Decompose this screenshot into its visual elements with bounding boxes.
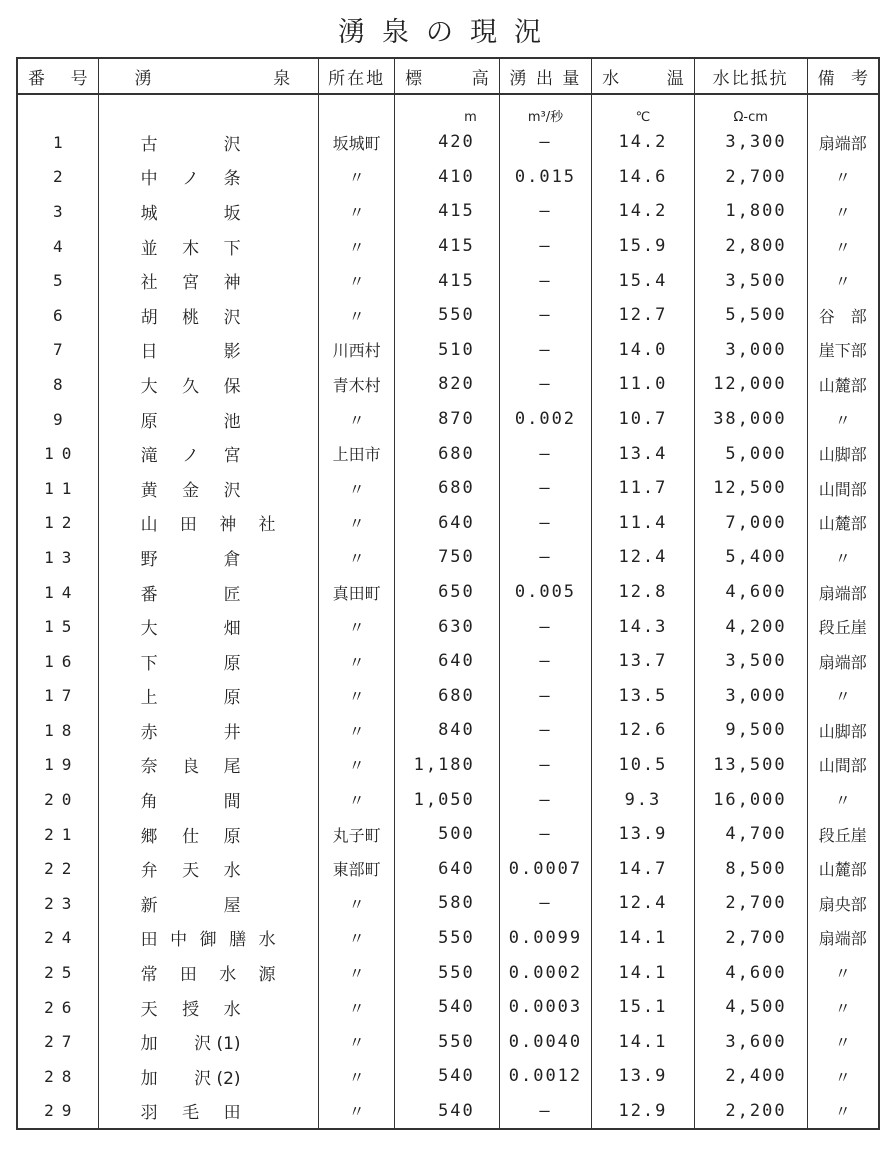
- unit-resistivity: Ω-cm: [694, 94, 807, 125]
- water-temp: 15.9: [592, 229, 695, 264]
- resistivity: 4,600: [694, 575, 807, 610]
- units-row: [17, 94, 879, 125]
- note: 〃: [807, 229, 879, 264]
- row-number: 20: [17, 782, 98, 817]
- note: 山間部: [807, 471, 879, 506]
- row-number: 1: [17, 125, 98, 160]
- altitude: 680: [395, 679, 500, 714]
- resistivity: 2,700: [694, 160, 807, 195]
- row-number: 27: [17, 1024, 98, 1059]
- altitude: 550: [395, 955, 500, 990]
- flow-rate: —: [499, 367, 591, 402]
- unit-flow: m³/秒: [499, 94, 591, 125]
- spring-name: 加 沢 (2): [98, 1059, 319, 1094]
- row-number: 9: [17, 402, 98, 437]
- flow-rate: —: [499, 471, 591, 506]
- row-number: 17: [17, 679, 98, 714]
- table-row: [17, 609, 879, 644]
- header-flow: 湧 出 量: [499, 58, 591, 94]
- water-temp: 14.2: [592, 125, 695, 160]
- altitude: 630: [395, 609, 500, 644]
- altitude: 680: [395, 471, 500, 506]
- page-title: 湧泉の現況: [338, 17, 558, 48]
- row-number: 13: [17, 540, 98, 575]
- row-number: 4: [17, 229, 98, 264]
- header-note: 備 考: [807, 58, 879, 94]
- location: 〃: [319, 609, 395, 644]
- altitude: 820: [395, 367, 500, 402]
- spring-name: 下 原: [98, 644, 319, 679]
- location: 川西村: [319, 333, 395, 368]
- note: 扇端部: [807, 575, 879, 610]
- spring-name: 田 中 御 膳 水: [98, 921, 319, 956]
- altitude: 550: [395, 298, 500, 333]
- flow-rate: 0.015: [499, 160, 591, 195]
- resistivity: 1,800: [694, 194, 807, 229]
- flow-rate: —: [499, 886, 591, 921]
- table-row: [17, 886, 879, 921]
- flow-rate: 0.0012: [499, 1059, 591, 1094]
- location: 〃: [319, 402, 395, 437]
- flow-rate: —: [499, 298, 591, 333]
- resistivity: 38,000: [694, 402, 807, 437]
- table-row: [17, 298, 879, 333]
- flow-rate: —: [499, 263, 591, 298]
- note: 〃: [807, 540, 879, 575]
- spring-name: 赤 井: [98, 713, 319, 748]
- row-number: 23: [17, 886, 98, 921]
- table-row: [17, 194, 879, 229]
- altitude: 650: [395, 575, 500, 610]
- header-name: 湧 泉: [98, 58, 319, 94]
- water-temp: 12.7: [592, 298, 695, 333]
- location: 〃: [319, 955, 395, 990]
- resistivity: 9,500: [694, 713, 807, 748]
- resistivity: 5,500: [694, 298, 807, 333]
- resistivity: 2,700: [694, 886, 807, 921]
- location: 坂城町: [319, 125, 395, 160]
- altitude: 550: [395, 1024, 500, 1059]
- location: 〃: [319, 990, 395, 1025]
- location: 〃: [319, 679, 395, 714]
- flow-rate: 0.002: [499, 402, 591, 437]
- location: 〃: [319, 298, 395, 333]
- location: 青木村: [319, 367, 395, 402]
- altitude: 640: [395, 851, 500, 886]
- resistivity: 4,500: [694, 990, 807, 1025]
- location: 〃: [319, 1094, 395, 1130]
- spring-name: 角 間: [98, 782, 319, 817]
- table-row: [17, 1059, 879, 1094]
- water-temp: 12.9: [592, 1094, 695, 1130]
- location: 〃: [319, 886, 395, 921]
- table-row: [17, 644, 879, 679]
- row-number: 19: [17, 748, 98, 783]
- resistivity: 3,600: [694, 1024, 807, 1059]
- table-row: [17, 229, 879, 264]
- resistivity: 3,500: [694, 263, 807, 298]
- note: 〃: [807, 1059, 879, 1094]
- water-temp: 13.7: [592, 644, 695, 679]
- table-row: [17, 540, 879, 575]
- flow-rate: 0.0040: [499, 1024, 591, 1059]
- location: 〃: [319, 713, 395, 748]
- note: 〃: [807, 782, 879, 817]
- flow-rate: 0.0099: [499, 921, 591, 956]
- row-number: 29: [17, 1094, 98, 1130]
- row-number: 7: [17, 333, 98, 368]
- flow-rate: —: [499, 609, 591, 644]
- water-temp: 11.0: [592, 367, 695, 402]
- note: 〃: [807, 160, 879, 195]
- row-number: 26: [17, 990, 98, 1025]
- altitude: 540: [395, 1059, 500, 1094]
- table-row: [17, 506, 879, 541]
- altitude: 415: [395, 194, 500, 229]
- flow-rate: 0.0003: [499, 990, 591, 1025]
- note: 〃: [807, 679, 879, 714]
- altitude: 550: [395, 921, 500, 956]
- spring-name: 常 田 水 源: [98, 955, 319, 990]
- spring-name: 弁 天 水: [98, 851, 319, 886]
- location: 〃: [319, 263, 395, 298]
- header-location: 所在地: [319, 58, 395, 94]
- spring-table: [16, 57, 880, 1130]
- flow-rate: —: [499, 782, 591, 817]
- spring-name: 城 坂: [98, 194, 319, 229]
- row-number: 25: [17, 955, 98, 990]
- altitude: 580: [395, 886, 500, 921]
- altitude: 1,050: [395, 782, 500, 817]
- spring-name: 日 影: [98, 333, 319, 368]
- row-number: 22: [17, 851, 98, 886]
- spring-name: 奈 良 尾: [98, 748, 319, 783]
- water-temp: 13.9: [592, 1059, 695, 1094]
- flow-rate: 0.0007: [499, 851, 591, 886]
- location: 〃: [319, 644, 395, 679]
- spring-name: 山 田 神 社: [98, 506, 319, 541]
- spring-name: 胡 桃 沢: [98, 298, 319, 333]
- spring-name: 中 ノ 条: [98, 160, 319, 195]
- flow-rate: —: [499, 1094, 591, 1130]
- note: 谷 部: [807, 298, 879, 333]
- water-temp: 14.3: [592, 609, 695, 644]
- location: 〃: [319, 921, 395, 956]
- spring-name: 加 沢 (1): [98, 1024, 319, 1059]
- table-row: [17, 817, 879, 852]
- table-row: [17, 748, 879, 783]
- altitude: 410: [395, 160, 500, 195]
- unit-altitude: m: [395, 94, 500, 125]
- water-temp: 9.3: [592, 782, 695, 817]
- spring-name: 新 屋: [98, 886, 319, 921]
- note: 崖下部: [807, 333, 879, 368]
- water-temp: 14.7: [592, 851, 695, 886]
- location: 〃: [319, 229, 395, 264]
- resistivity: 12,000: [694, 367, 807, 402]
- flow-rate: —: [499, 333, 591, 368]
- table-row: [17, 990, 879, 1025]
- water-temp: 15.1: [592, 990, 695, 1025]
- resistivity: 4,700: [694, 817, 807, 852]
- spring-name: 番 匠: [98, 575, 319, 610]
- row-number: 2: [17, 160, 98, 195]
- table-row: [17, 1094, 879, 1130]
- note: 山麓部: [807, 367, 879, 402]
- altitude: 415: [395, 263, 500, 298]
- resistivity: 2,800: [694, 229, 807, 264]
- spring-name: 並 木 下: [98, 229, 319, 264]
- spring-name: 社 宮 神: [98, 263, 319, 298]
- row-number: 14: [17, 575, 98, 610]
- note: 扇端部: [807, 125, 879, 160]
- resistivity: 7,000: [694, 506, 807, 541]
- flow-rate: —: [499, 748, 591, 783]
- row-number: 12: [17, 506, 98, 541]
- header-temp: 水 温: [592, 58, 695, 94]
- resistivity: 4,600: [694, 955, 807, 990]
- note: 〃: [807, 990, 879, 1025]
- location: 〃: [319, 782, 395, 817]
- altitude: 540: [395, 1094, 500, 1130]
- row-number: 5: [17, 263, 98, 298]
- row-number: 10: [17, 436, 98, 471]
- spring-name: 滝 ノ 宮: [98, 436, 319, 471]
- location: 丸子町: [319, 817, 395, 852]
- table-row: [17, 713, 879, 748]
- water-temp: 12.6: [592, 713, 695, 748]
- water-temp: 10.7: [592, 402, 695, 437]
- altitude: 1,180: [395, 748, 500, 783]
- flow-rate: —: [499, 713, 591, 748]
- table-row: [17, 160, 879, 195]
- flow-rate: 0.0002: [499, 955, 591, 990]
- flow-rate: —: [499, 540, 591, 575]
- water-temp: 14.2: [592, 194, 695, 229]
- spring-name: 野 倉: [98, 540, 319, 575]
- note: 山麓部: [807, 851, 879, 886]
- water-temp: 11.4: [592, 506, 695, 541]
- spring-name: 大 畑: [98, 609, 319, 644]
- table-row: [17, 851, 879, 886]
- water-temp: 10.5: [592, 748, 695, 783]
- table-row: [17, 333, 879, 368]
- location: 〃: [319, 1024, 395, 1059]
- water-temp: 14.1: [592, 921, 695, 956]
- resistivity: 16,000: [694, 782, 807, 817]
- altitude: 840: [395, 713, 500, 748]
- water-temp: 14.1: [592, 1024, 695, 1059]
- note: 扇央部: [807, 886, 879, 921]
- note: 山麓部: [807, 506, 879, 541]
- water-temp: 13.4: [592, 436, 695, 471]
- location: 〃: [319, 194, 395, 229]
- altitude: 680: [395, 436, 500, 471]
- note: 段丘崖: [807, 817, 879, 852]
- flow-rate: 0.005: [499, 575, 591, 610]
- location: 〃: [319, 160, 395, 195]
- altitude: 540: [395, 990, 500, 1025]
- altitude: 750: [395, 540, 500, 575]
- water-temp: 14.6: [592, 160, 695, 195]
- resistivity: 12,500: [694, 471, 807, 506]
- water-temp: 13.9: [592, 817, 695, 852]
- spring-name: 天 授 水: [98, 990, 319, 1025]
- table-row: [17, 575, 879, 610]
- table-row: [17, 367, 879, 402]
- table-row: [17, 125, 879, 160]
- location: 東部町: [319, 851, 395, 886]
- altitude: 640: [395, 644, 500, 679]
- resistivity: 3,000: [694, 333, 807, 368]
- table-row: [17, 782, 879, 817]
- row-number: 16: [17, 644, 98, 679]
- row-number: 11: [17, 471, 98, 506]
- flow-rate: —: [499, 125, 591, 160]
- flow-rate: —: [499, 644, 591, 679]
- row-number: 6: [17, 298, 98, 333]
- header-altitude: 標 高: [395, 58, 500, 94]
- altitude: 415: [395, 229, 500, 264]
- resistivity: 3,300: [694, 125, 807, 160]
- row-number: 21: [17, 817, 98, 852]
- location: 〃: [319, 540, 395, 575]
- resistivity: 3,500: [694, 644, 807, 679]
- water-temp: 11.7: [592, 471, 695, 506]
- location: 真田町: [319, 575, 395, 610]
- table-row: [17, 955, 879, 990]
- note: 山間部: [807, 748, 879, 783]
- header-no: 番 号: [17, 58, 98, 94]
- spring-name: 大 久 保: [98, 367, 319, 402]
- spring-name: 郷 仕 原: [98, 817, 319, 852]
- spring-name: 黄 金 沢: [98, 471, 319, 506]
- water-temp: 14.0: [592, 333, 695, 368]
- note: 段丘崖: [807, 609, 879, 644]
- spring-name: 原 池: [98, 402, 319, 437]
- row-number: 24: [17, 921, 98, 956]
- row-number: 15: [17, 609, 98, 644]
- flow-rate: —: [499, 506, 591, 541]
- water-temp: 15.4: [592, 263, 695, 298]
- spring-name: 上 原: [98, 679, 319, 714]
- unit-temp: ℃: [592, 94, 695, 125]
- table-row: [17, 921, 879, 956]
- water-temp: 12.4: [592, 886, 695, 921]
- note: 〃: [807, 402, 879, 437]
- note: 扇端部: [807, 644, 879, 679]
- altitude: 500: [395, 817, 500, 852]
- header-row: [17, 58, 879, 94]
- resistivity: 8,500: [694, 851, 807, 886]
- resistivity: 4,200: [694, 609, 807, 644]
- altitude: 420: [395, 125, 500, 160]
- spring-name: 羽 毛 田: [98, 1094, 319, 1130]
- water-temp: 12.8: [592, 575, 695, 610]
- row-number: 8: [17, 367, 98, 402]
- water-temp: 14.1: [592, 955, 695, 990]
- table-row: [17, 471, 879, 506]
- location: 〃: [319, 748, 395, 783]
- header-resistivity: 水比抵抗: [694, 58, 807, 94]
- resistivity: 2,200: [694, 1094, 807, 1130]
- row-number: 28: [17, 1059, 98, 1094]
- table-row: [17, 402, 879, 437]
- table-row: [17, 1024, 879, 1059]
- note: 山脚部: [807, 713, 879, 748]
- resistivity: 3,000: [694, 679, 807, 714]
- water-temp: 13.5: [592, 679, 695, 714]
- note: 〃: [807, 1094, 879, 1130]
- altitude: 510: [395, 333, 500, 368]
- location: 〃: [319, 1059, 395, 1094]
- resistivity: 5,400: [694, 540, 807, 575]
- flow-rate: —: [499, 817, 591, 852]
- altitude: 870: [395, 402, 500, 437]
- note: 扇端部: [807, 921, 879, 956]
- resistivity: 13,500: [694, 748, 807, 783]
- row-number: 3: [17, 194, 98, 229]
- flow-rate: —: [499, 679, 591, 714]
- altitude: 640: [395, 506, 500, 541]
- location: 〃: [319, 506, 395, 541]
- flow-rate: —: [499, 229, 591, 264]
- note: 〃: [807, 194, 879, 229]
- note: 〃: [807, 1024, 879, 1059]
- location: 上田市: [319, 436, 395, 471]
- note: 山脚部: [807, 436, 879, 471]
- location: 〃: [319, 471, 395, 506]
- resistivity: 2,400: [694, 1059, 807, 1094]
- resistivity: 5,000: [694, 436, 807, 471]
- note: 〃: [807, 263, 879, 298]
- resistivity: 2,700: [694, 921, 807, 956]
- water-temp: 12.4: [592, 540, 695, 575]
- note: 〃: [807, 955, 879, 990]
- flow-rate: —: [499, 194, 591, 229]
- table-row: [17, 263, 879, 298]
- table-row: [17, 679, 879, 714]
- flow-rate: —: [499, 436, 591, 471]
- spring-name: 古 沢: [98, 125, 319, 160]
- table-row: [17, 436, 879, 471]
- row-number: 18: [17, 713, 98, 748]
